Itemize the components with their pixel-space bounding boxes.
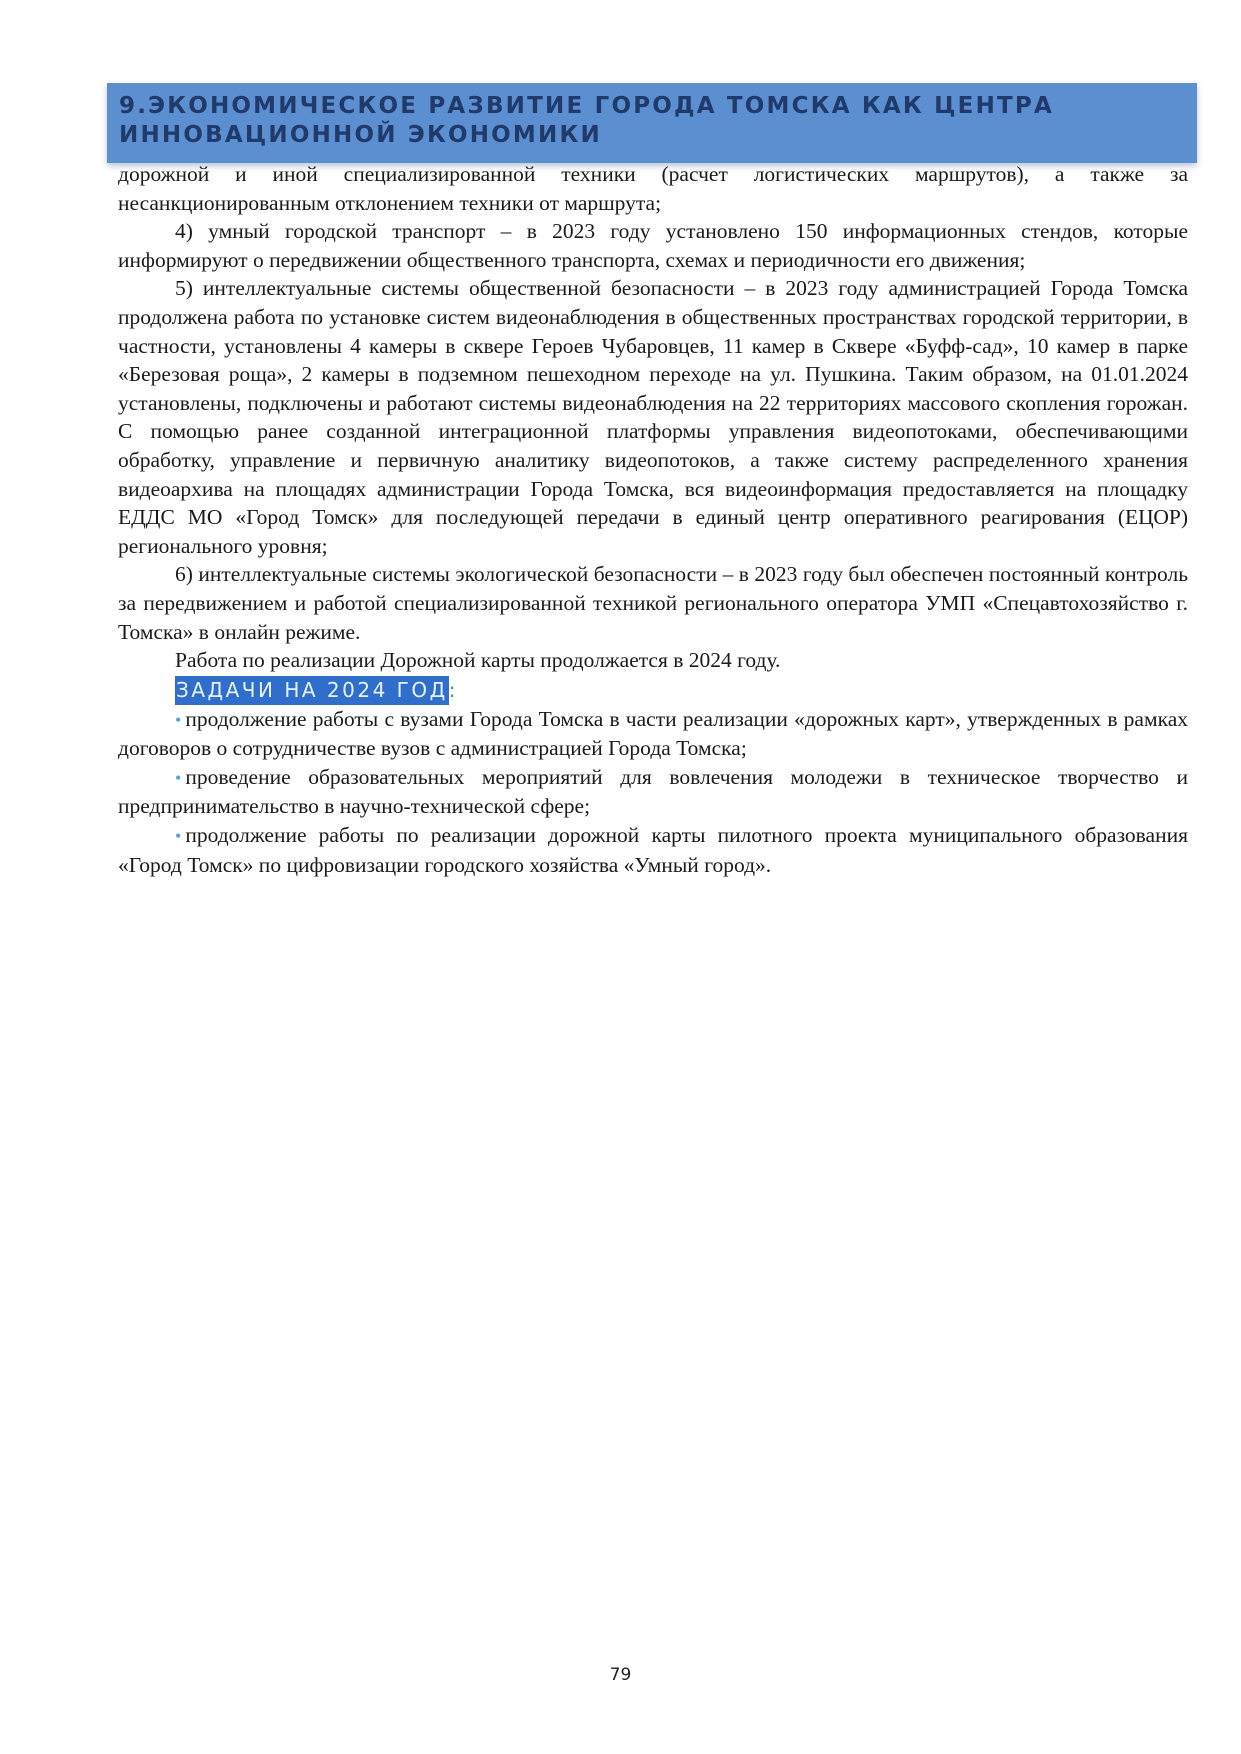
paragraph-ecological-safety: 6) интеллектуальные системы экологической безопасности – в 2023 году был обеспечен постоянный контроль за передвижением и работой специализированной техникой регионального оператора УМП «Спецавтохозяйство г. Томска» в онлайн режиме.: [118, 562, 1188, 644]
page-number: 79: [609, 1665, 632, 1685]
list-item: [118, 763, 1188, 821]
section-title-line1: 9.ЭКОНОМИЧЕСКОЕ РАЗВИТИЕ ГОРОДА ТОМСКА КАК ЦЕНТРА: [119, 93, 1054, 119]
bullet-icon: •: [175, 826, 182, 847]
section-title: [119, 92, 1197, 150]
section-title-line2: ИННОВАЦИОННОЙ ЭКОНОМИКИ: [119, 122, 602, 148]
tasks-heading-text: ЗАДАЧИ НА 2024 ГОД: [175, 676, 449, 705]
list-item-text: проведение образовательных мероприятий для вовлечения молодежи в техническое творчество и предпринимательство в научно-технической сфере;: [118, 764, 1188, 819]
bullet-icon: •: [175, 709, 182, 730]
section-header-band: [107, 83, 1197, 163]
paragraph-roadmap-continues: Работа по реализации Дорожной карты продолжается в 2024 году.: [175, 648, 781, 673]
list-item: [118, 821, 1188, 879]
list-item: [118, 705, 1188, 763]
paragraph-smart-transport: 4) умный городской транспорт – в 2023 году установлено 150 информационных стендов, которые информируют о передвижении общественного транспорта, схемах и периодичности его движения;: [118, 219, 1188, 272]
tasks-heading-colon: :: [448, 677, 456, 702]
paragraph-continuation: дорожной и иной специализированной техники (расчет логистических маршрутов), а также за несанкционированным отклонением техники от маршрута;: [118, 162, 1188, 215]
document-body: [118, 160, 1188, 879]
tasks-heading: [118, 675, 1188, 705]
paragraph-public-safety: 5) интеллектуальные системы общественной безопасности – в 2023 году администрацией Города Томска продолжена работа по установке систем видеонаблюдения в общественных пространствах городской территории, в частности, установлены 4 камеры в сквере Героев Чубаровцев, 11 камер в Сквере «Буфф-сад», 10 камер в парке «Березовая роща», 2 камеры в подземном пешеходном переходе на ул. Пушкина. Таким образом, на 01.01.2024 установлены, подключены и работают системы видеонаблюдения на 22 территориях массового скопления горожан. С помощью ранее созданной интеграционной платформы управления видеопотоками, обеспечивающими обработку, управление и первичную аналитику видеопотоков, а также систему распределенного хранения видеоархива на площадях администрации Города Томска, вся видеоинформация предоставляется на площадку ЕДДС МО «Город Томск» для последующей передачи в единый центр оперативного реагирования (ЕЦОР) регионального уровня;: [118, 276, 1188, 558]
bullet-icon: •: [175, 767, 182, 788]
list-item-text: продолжение работы с вузами Города Томска в части реализации «дорожных карт», утвержденных в рамках договоров о сотрудничестве вузов с администрацией Города Томска;: [118, 706, 1188, 761]
list-item-text: продолжение работы по реализации дорожной карты пилотного проекта муниципального образования «Город Томск» по цифровизации городского хозяйства «Умный город».: [118, 823, 1188, 877]
